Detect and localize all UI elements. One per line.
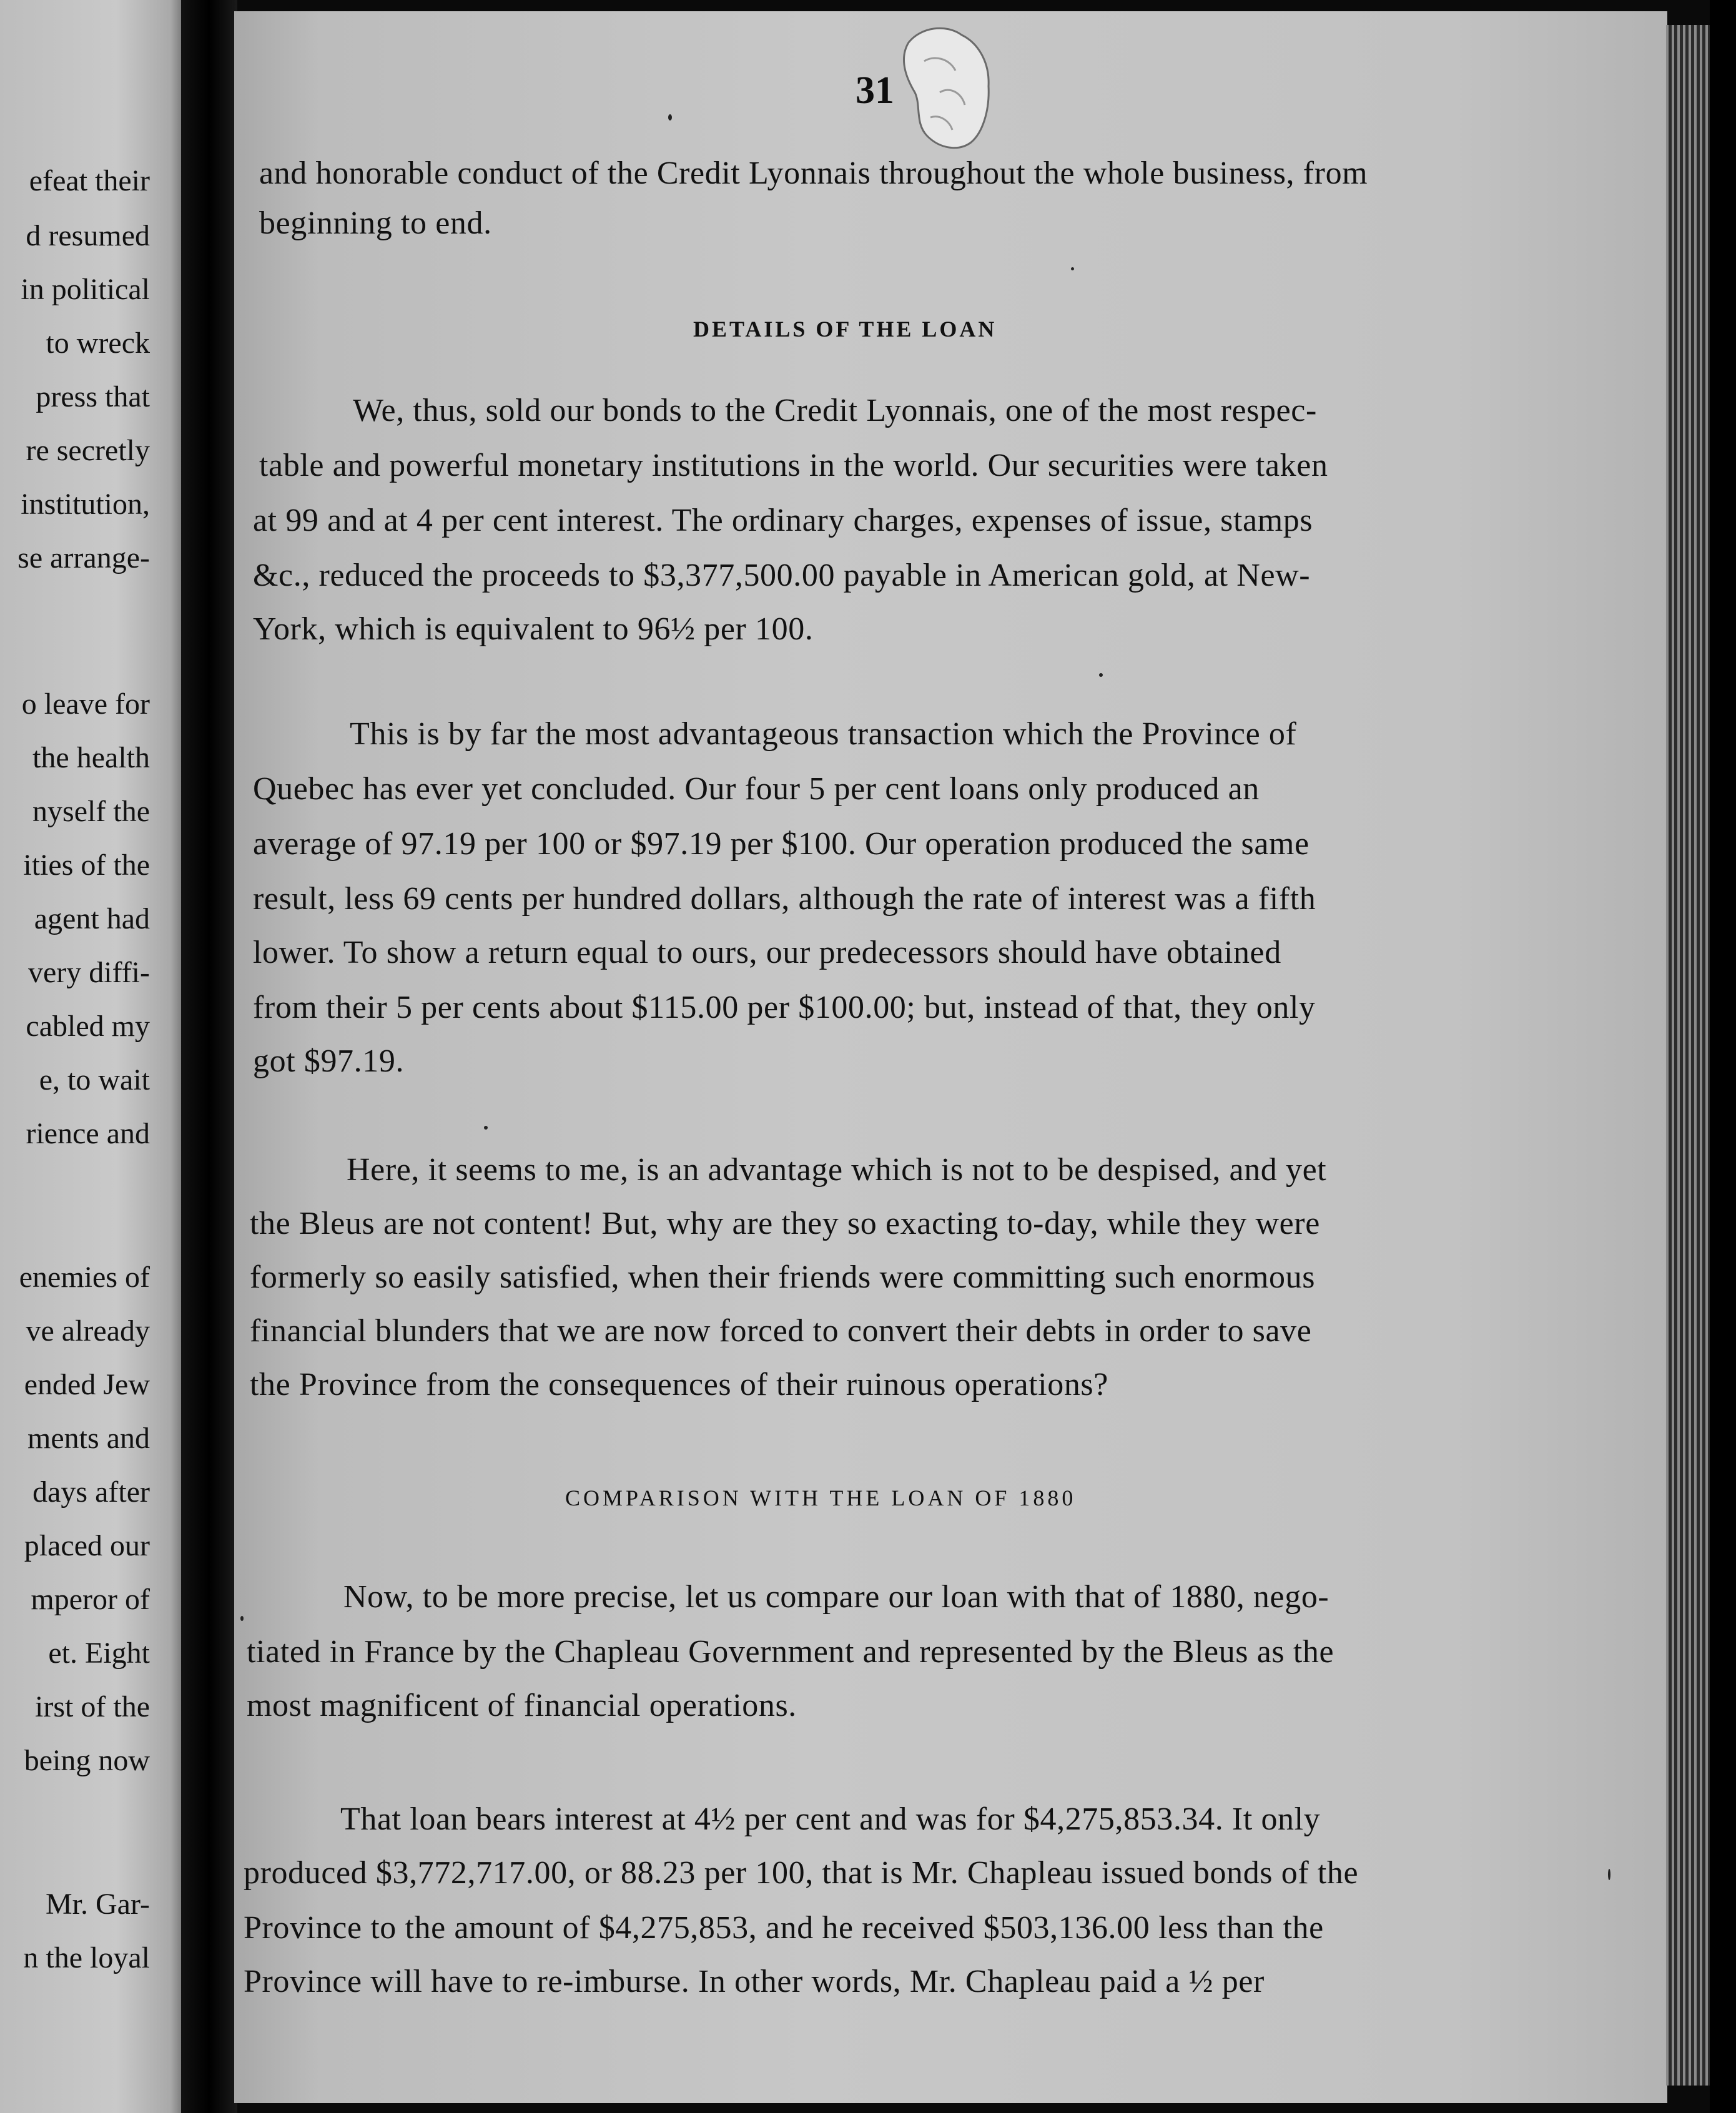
left-page-line: Mr. Gar-	[46, 1888, 150, 1921]
left-page-line: mperor of	[31, 1583, 150, 1616]
paragraph-line: result, less 69 cents per hundred dollars, although the rate of interest was a fifth	[253, 881, 1316, 917]
left-page-line: the health	[32, 741, 150, 774]
left-page-line: n the loyal	[23, 1941, 150, 1974]
left-page-line: ities of the	[23, 849, 150, 882]
paragraph-line: lower. To show a return equal to ours, our predecessors should have obtained	[253, 935, 1281, 970]
left-page-line: ve already	[26, 1314, 150, 1347]
left-page-line: o leave for	[21, 687, 150, 721]
left-page-line: being now	[24, 1744, 150, 1777]
section-heading-comparison: COMPARISON WITH THE LOAN OF 1880	[565, 1485, 1077, 1510]
paragraph-line: Here, it seems to me, is an advantage which is not to be despised, and yet	[347, 1152, 1327, 1188]
left-page-line: e, to wait	[39, 1063, 150, 1096]
paragraph-line: This is by far the most advantageous transaction which the Province of	[350, 716, 1297, 752]
paragraph-line: the Province from the consequences of their ruinous operations?	[250, 1367, 1108, 1402]
left-page-line: ended Jew	[24, 1368, 150, 1401]
paragraph-line: at 99 and at 4 per cent interest. The ordinary charges, expenses of issue, stamps	[253, 503, 1313, 538]
left-page-line: to wreck	[46, 327, 150, 360]
paragraph-line: Now, to be more precise, let us compare our loan with that of 1880, nego-	[343, 1579, 1329, 1615]
left-page-line: institution,	[21, 488, 150, 521]
paragraph-line: the Bleus are not content! But, why are they so exacting to-day, while they were	[250, 1206, 1320, 1241]
left-page-line: press that	[36, 380, 150, 413]
left-page-line: et. Eight	[48, 1637, 150, 1670]
left-page-line: in political	[21, 273, 150, 306]
left-page-line: ments and	[27, 1422, 150, 1455]
scan-speck	[484, 1126, 488, 1130]
left-page-line: irst of the	[35, 1690, 150, 1723]
paragraph-line: produced $3,772,717.00, or 88.23 per 100, that is Mr. Chapleau issued bonds of the	[244, 1855, 1359, 1891]
paragraph-line: average of 97.19 per 100 or $97.19 per $100. Our operation produced the same	[253, 826, 1309, 862]
left-page-line: efeat their	[29, 164, 150, 197]
left-page-line: enemies of	[19, 1261, 150, 1294]
paragraph-line: That loan bears interest at 4½ per cent and was for $4,275,853.34. It only	[340, 1801, 1321, 1837]
paragraph-line: from their 5 per cents about $115.00 per $100.00; but, instead of that, they only	[253, 990, 1316, 1025]
page-number: 31	[856, 69, 894, 112]
left-facing-page	[0, 0, 194, 2113]
left-page-line: nyself the	[32, 795, 150, 828]
paragraph-line: We, thus, sold our bonds to the Credit Lyonnais, one of the most respec-	[353, 393, 1317, 428]
left-page-line: agent had	[34, 902, 150, 935]
paragraph-line: Quebec has ever yet concluded. Our four 5 per cent loans only produced an	[253, 771, 1260, 807]
paragraph-line: Province to the amount of $4,275,853, and he received $503,136.00 less than the	[244, 1910, 1324, 1946]
scan-speck	[1608, 1869, 1610, 1880]
paragraph-line: most magnificent of financial operations.	[247, 1688, 797, 1723]
section-heading-details: DETAILS OF THE LOAN	[693, 317, 997, 342]
paragraph-line: Province will have to re-imburse. In other words, Mr. Chapleau paid a ½ per	[244, 1964, 1265, 1999]
left-page-line: days after	[32, 1475, 150, 1509]
left-page-line: d resumed	[26, 219, 150, 252]
paragraph-line: formerly so easily satisfied, when their friends were committing such enormous	[250, 1259, 1316, 1295]
paragraph-line: got $97.19.	[253, 1043, 405, 1079]
paragraph-line: &c., reduced the proceeds to $3,377,500.00 payable in American gold, at New-	[253, 558, 1311, 593]
main-page	[234, 11, 1667, 2103]
paragraph-line: York, which is equivalent to 96½ per 100.	[253, 611, 814, 647]
paper-tear-mark	[896, 24, 996, 155]
paragraph-line: tiated in France by the Chapleau Government and represented by the Bleus as the	[247, 1634, 1334, 1670]
left-page-line: rience and	[26, 1117, 150, 1150]
intro-line: beginning to end.	[259, 205, 492, 241]
left-page-line: cabled my	[26, 1010, 150, 1043]
paragraph-line: table and powerful monetary institutions in the world. Our securities were taken	[259, 448, 1328, 483]
paragraph-line: financial blunders that we are now forced to convert their debts in order to save	[250, 1313, 1312, 1349]
left-page-line: placed our	[24, 1529, 150, 1562]
left-page-line: re secretly	[26, 434, 150, 467]
scan-speck	[668, 114, 672, 121]
scan-speck	[1071, 267, 1074, 270]
page-edges	[1666, 25, 1710, 2086]
binding-gutter	[181, 0, 237, 2113]
left-page-line: very diffi-	[27, 956, 150, 989]
scan-speck	[1099, 673, 1103, 677]
scan-border	[1710, 0, 1736, 2113]
left-page-line: se arrange-	[17, 541, 150, 574]
intro-line: and honorable conduct of the Credit Lyonnais throughout the whole business, from	[259, 155, 1368, 191]
scan-speck	[240, 1616, 244, 1621]
